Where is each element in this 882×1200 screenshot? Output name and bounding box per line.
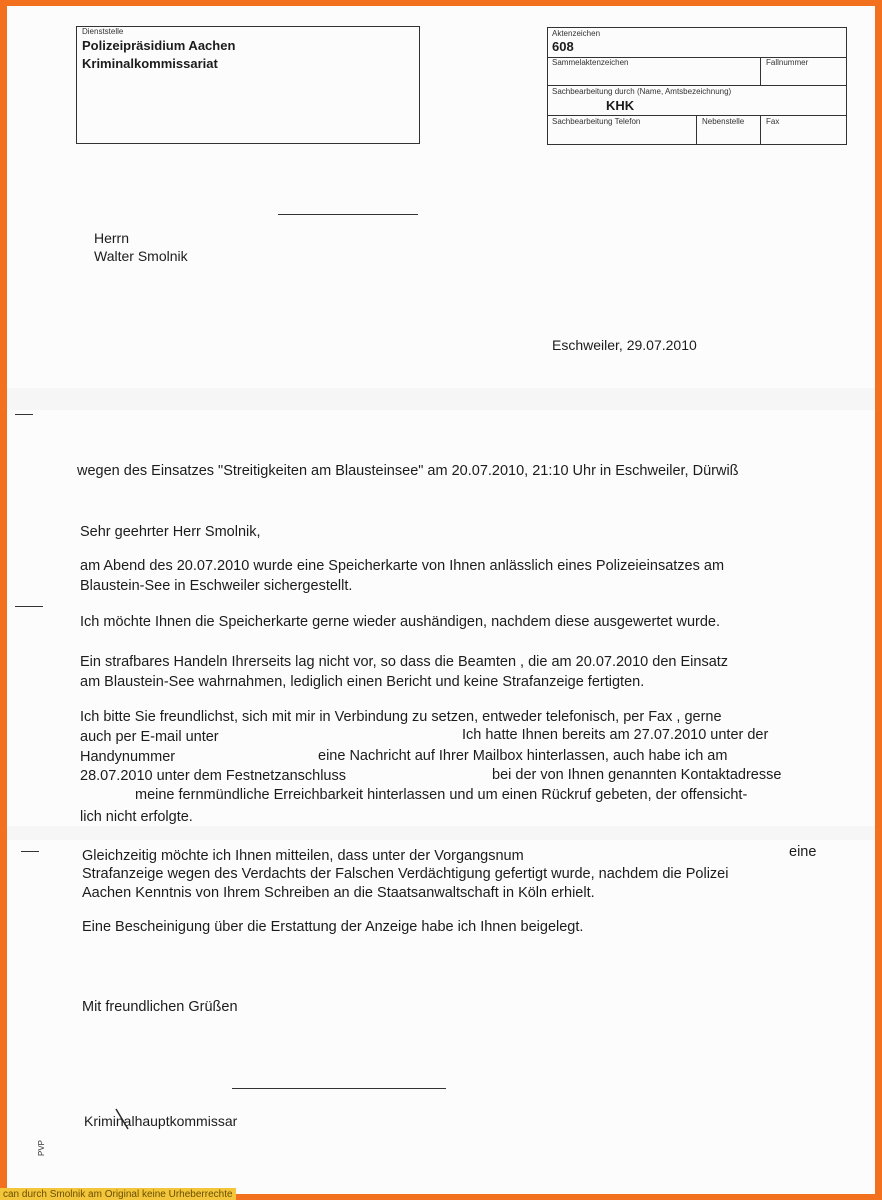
paragraph-3-line-2: am Blaustein-See wahrnahmen, lediglich einen Bericht und keine Strafanzeige fertigten.	[80, 674, 645, 690]
subject-line: wegen des Einsatzes "Streitigkeiten am Blausteinsee" am 20.07.2010, 21:10 Uhr in Eschweiler, Dürwiß	[77, 463, 739, 479]
sachbearbeitung-value: KHK	[606, 98, 635, 113]
paragraph-4-line-2a: auch per E-mail unter	[80, 729, 219, 745]
paragraph-5-line-1a: Gleichzeitig möchte ich Ihnen mitteilen, dass unter der Vorgangsnum	[82, 848, 524, 864]
signature-title: Kriminalhauptkommissar	[84, 1113, 238, 1129]
punch-mark	[15, 606, 43, 607]
pen-stroke-icon	[114, 1107, 134, 1133]
paragraph-4-line-6: lich nicht erfolgte.	[80, 809, 193, 825]
paragraph-4-line-3b: eine Nachricht auf Ihrer Mailbox hinterlassen, auch habe ich am	[318, 748, 728, 764]
sender-box	[76, 26, 420, 144]
fax-label: Fax	[766, 117, 780, 126]
paragraph-6: Eine Bescheinigung über die Erstattung der Anzeige habe ich Ihnen beigelegt.	[82, 919, 584, 935]
paragraph-4-line-5: meine fernmündliche Erreichbarkeit hinterlassen und um einen Rückruf gebeten, der offensicht-	[135, 787, 748, 803]
nebenstelle-label: Nebenstelle	[702, 117, 745, 126]
reference-box	[547, 27, 847, 145]
paragraph-5-line-1b: eine	[789, 844, 817, 860]
recipient-salutation: Herrn	[94, 230, 130, 246]
org-line-2: Kriminalkommissariat	[82, 56, 218, 71]
sachbearbeitung-label: Sachbearbeitung durch (Name, Amtsbezeichnung)	[552, 87, 732, 96]
paragraph-1-line-2: Blaustein-See in Eschweiler sichergestellt.	[80, 578, 353, 594]
paragraph-4-line-4b: bei der von Ihnen genannten Kontaktadresse	[492, 767, 782, 783]
margin-code: PVP	[37, 1139, 46, 1156]
fold-mark	[21, 851, 39, 852]
paragraph-5-line-3: Aachen Kenntnis von Ihrem Schreiben an die Staatsanwaltschaft in Köln erhielt.	[82, 885, 595, 901]
aktenzeichen-label: Aktenzeichen	[552, 29, 601, 38]
paragraph-1-line-1: am Abend des 20.07.2010 wurde eine Speicherkarte von Ihnen anlässlich eines Polizeieinsatzes am	[80, 558, 725, 574]
fold-mark	[15, 414, 33, 415]
signature-line	[232, 1088, 446, 1089]
aktenzeichen-value: 608	[552, 39, 574, 54]
recipient-name: Walter Smolnik	[94, 248, 188, 264]
letter-page	[7, 6, 875, 1194]
date-line: Eschweiler, 29.07.2010	[552, 337, 697, 353]
scan-artifact	[7, 388, 875, 410]
scan-artifact	[7, 826, 875, 840]
paragraph-4-line-1: Ich bitte Sie freundlichst, sich mit mir in Verbindung zu setzen, entweder telefonisch, per Fax , gerne	[80, 709, 722, 725]
greeting: Sehr geehrter Herr Smolnik,	[80, 524, 261, 540]
sammelaktenzeichen-label: Sammelaktenzeichen	[552, 58, 629, 67]
paragraph-4-line-4a: 28.07.2010 unter dem Festnetzanschluss	[80, 768, 346, 784]
dienststelle-label: Dienststelle	[82, 27, 124, 36]
paragraph-5-line-2: Strafanzeige wegen des Verdachts der Falschen Verdächtigung gefertigt wurde, nachdem die Polizei	[82, 866, 729, 882]
paragraph-4-line-3a: Handynummer	[80, 749, 176, 765]
footer-caption: can durch Smolnik am Original keine Urheberrechte	[0, 1188, 236, 1200]
paragraph-3-line-1: Ein strafbares Handeln Ihrerseits lag nicht vor, so dass die Beamten , die am 20.07.2010 den Einsatz	[80, 654, 729, 670]
paragraph-4-line-2b: Ich hatte Ihnen bereits am 27.07.2010 unter der	[462, 727, 769, 743]
address-window-line	[278, 214, 418, 215]
fallnummer-label: Fallnummer	[766, 58, 809, 67]
closing-line: Mit freundlichen Grüßen	[82, 999, 238, 1015]
telefon-label: Sachbearbeitung Telefon	[552, 117, 641, 126]
org-line-1: Polizeipräsidium Aachen	[82, 38, 236, 53]
paragraph-2: Ich möchte Ihnen die Speicherkarte gerne wieder aushändigen, nachdem diese ausgewertet wurde.	[80, 614, 721, 630]
